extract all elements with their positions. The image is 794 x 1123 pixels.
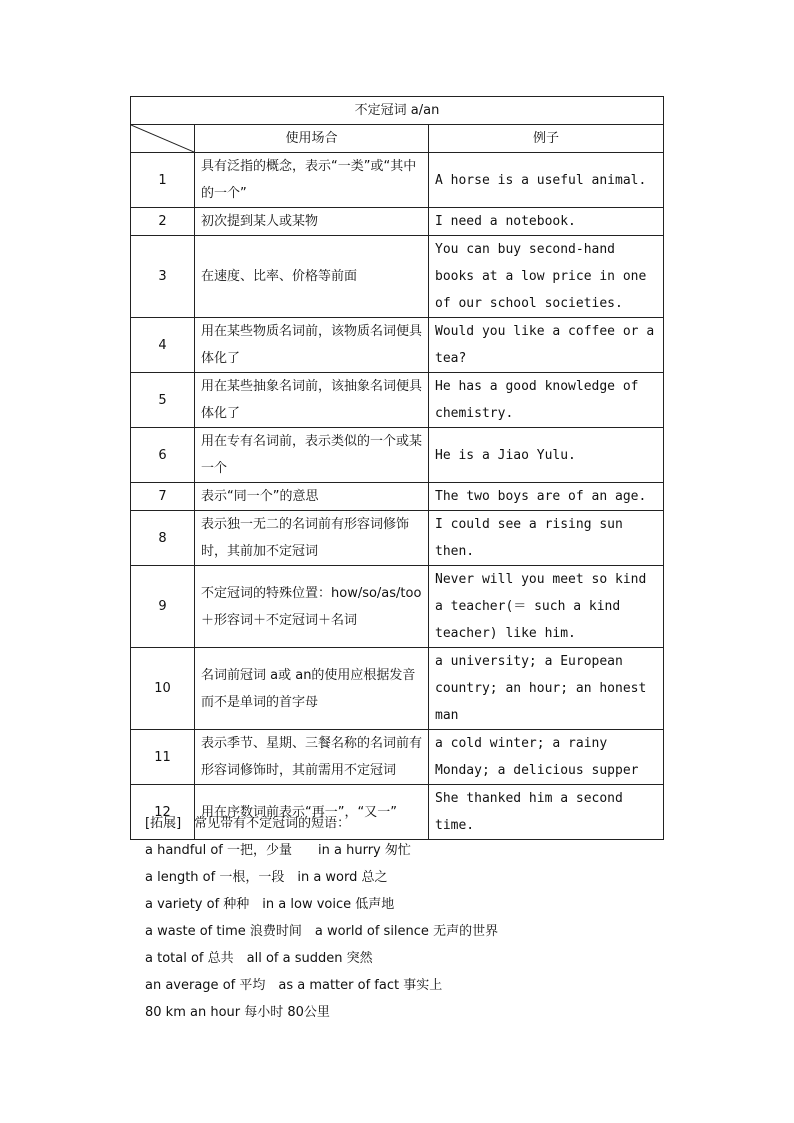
row-number: 12 (131, 785, 195, 840)
row-example: The two boys are of an age. (429, 483, 664, 511)
row-number: 7 (131, 483, 195, 511)
table-row (131, 318, 664, 373)
diagonal-line-icon (131, 125, 194, 152)
row-number: 11 (131, 730, 195, 785)
row-example: I need a notebook. (429, 208, 664, 236)
row-number: 3 (131, 236, 195, 318)
phrase-line: a total of 总共 all of a sudden 突然 (145, 951, 373, 966)
row-example: a university; a European country; an hour; an honest man (429, 648, 664, 730)
row-number: 4 (131, 318, 195, 373)
row-usage: 在速度、比率、价格等前面 (195, 236, 429, 318)
row-number: 2 (131, 208, 195, 236)
table-row (131, 511, 664, 566)
phrase-line: a variety of 种种 in a low voice 低声地 (145, 897, 395, 912)
row-example: He is a Jiao Yulu. (429, 428, 664, 483)
row-usage: 不定冠词的特殊位置：how/so/as/too＋形容词＋不定冠词＋名词 (195, 566, 429, 648)
table-caption: 不定冠词 a/an (131, 97, 664, 125)
row-example: You can buy second-hand books at a low price in one of our school societies. (429, 236, 664, 318)
row-usage: 初次提到某人或某物 (195, 208, 429, 236)
row-example: She thanked him a second time. (429, 785, 664, 840)
column-header-usage: 使用场合 (195, 125, 429, 153)
row-number: 9 (131, 566, 195, 648)
row-usage: 表示“同一个”的意思 (195, 483, 429, 511)
row-usage: 具有泛指的概念，表示“一类”或“其中的一个” (195, 153, 429, 208)
phrase-line: a handful of 一把，少量 in a hurry 匆忙 (145, 843, 411, 858)
row-number: 10 (131, 648, 195, 730)
diagonal-header-cell (131, 125, 195, 153)
table-row (131, 730, 664, 785)
row-usage: 表示独一无二的名词前有形容词修饰时，其前加不定冠词 (195, 511, 429, 566)
indefinite-article-table (130, 96, 664, 840)
row-example: Would you like a coffee or a tea? (429, 318, 664, 373)
table-row (131, 566, 664, 648)
table-row (131, 153, 664, 208)
phrase-line: an average of 平均 as a matter of fact 事实上 (145, 978, 443, 993)
table-row (131, 236, 664, 318)
row-example: Never will you meet so kind a teacher(＝ such a kind teacher) like him. (429, 566, 664, 648)
phrase-line: 80 km an hour 每小时 80公里 (145, 1005, 330, 1020)
phrase-line: a waste of time 浪费时间 a world of silence 无声的世界 (145, 924, 499, 939)
row-example: a cold winter; a rainy Monday; a delicious supper (429, 730, 664, 785)
row-number: 6 (131, 428, 195, 483)
row-number: 5 (131, 373, 195, 428)
row-usage: 表示季节、星期、三餐名称的名词前有形容词修饰时，其前需用不定冠词 (195, 730, 429, 785)
row-example: I could see a rising sun then. (429, 511, 664, 566)
table-row (131, 428, 664, 483)
row-example: A horse is a useful animal. (429, 153, 664, 208)
row-number: 8 (131, 511, 195, 566)
table-row (131, 483, 664, 511)
table-row (131, 648, 664, 730)
row-usage: 用在某些物质名词前，该物质名词便具体化了 (195, 318, 429, 373)
row-usage: 用在专有名词前，表示类似的一个或某一个 (195, 428, 429, 483)
extension-phrase-list (145, 837, 665, 1026)
row-number: 1 (131, 153, 195, 208)
row-usage: 用在某些抽象名词前，该抽象名词便具体化了 (195, 373, 429, 428)
column-header-example: 例子 (429, 125, 664, 153)
table-row (131, 208, 664, 236)
extension-notes (145, 810, 665, 1026)
table-row (131, 373, 664, 428)
table-header-row (131, 125, 664, 153)
row-usage: 用在序数词前表示“再一”，“又一” (195, 785, 429, 840)
table-caption-row (131, 97, 664, 125)
phrase-line: a length of 一根，一段 in a word 总之 (145, 870, 388, 885)
extension-heading: [拓展] 常见带有不定冠词的短语： (145, 816, 351, 831)
row-example: He has a good knowledge of chemistry. (429, 373, 664, 428)
row-usage: 名词前冠词 a或 an的使用应根据发音而不是单词的首字母 (195, 648, 429, 730)
